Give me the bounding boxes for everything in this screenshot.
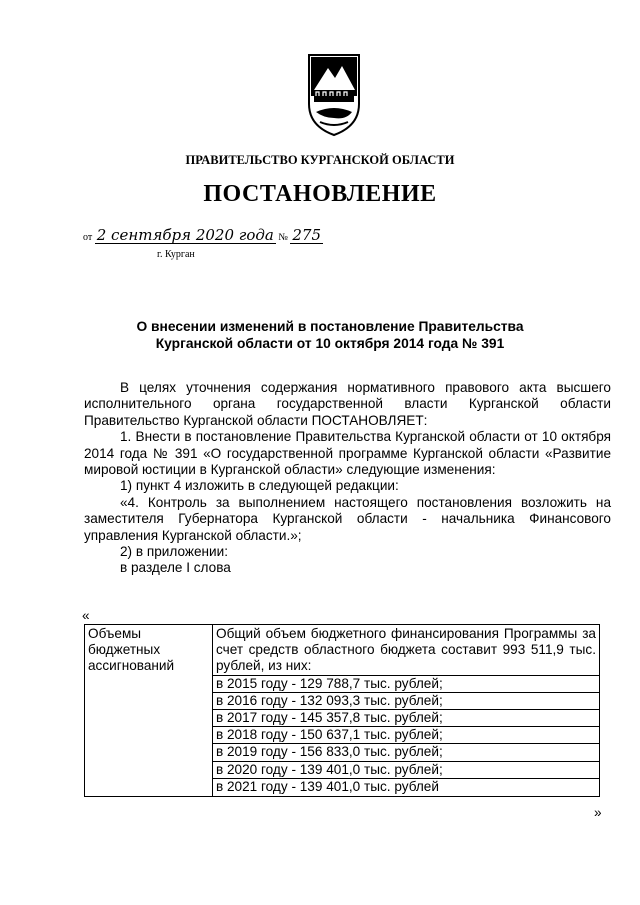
document-title	[60, 318, 600, 352]
paragraph-section-1: в разделе I слова	[120, 560, 231, 576]
budget-year-2017: в 2017 году - 145 357,8 тыс. рублей;	[213, 710, 599, 727]
table-value-cell	[213, 625, 600, 797]
table-label-cell: Объемы бюджетных ассигнований	[85, 625, 213, 797]
open-quote: «	[82, 608, 90, 623]
handwritten-date: 2 сентября 2020 года	[96, 226, 274, 244]
budget-year-2016: в 2016 году - 132 093,3 тыс. рублей;	[213, 693, 599, 710]
handwritten-number: 275	[292, 226, 322, 244]
title-line-2: Курганской области от 10 октября 2014 года № 391	[155, 336, 505, 351]
document-type: ПОСТАНОВЛЕНИЕ	[203, 181, 437, 207]
paragraph-subitem-2: 2) в приложении:	[120, 544, 228, 560]
city-label: г. Курган	[157, 249, 195, 260]
budget-intro: Общий объем бюджетного финансирования Программы за счет средств областного бюджета составит 993 511,9 тыс. рублей, из них:	[216, 626, 596, 674]
from-label: от	[83, 232, 93, 243]
budget-year-2015: в 2015 году - 129 788,7 тыс. рублей;	[213, 676, 599, 693]
paragraph-item-1: 1. Внести в постановление Правительства Курганской области от 10 октября 2014 года № 391 «О государственной программе Курганской области «Развитие мировой юстиции в Курганской области» следующие изменения:	[84, 429, 611, 478]
coat-of-arms-emblem	[306, 52, 362, 138]
close-quote: »	[594, 805, 602, 820]
budget-year-2021: в 2021 году - 139 401,0 тыс. рублей	[216, 778, 439, 794]
table-row	[85, 625, 600, 797]
budget-year-2020: в 2020 году - 139 401,0 тыс. рублей;	[213, 762, 599, 779]
title-line-1: О внесении изменений в постановление Правительства	[136, 319, 524, 334]
paragraph-subitem-1: 1) пункт 4 изложить в следующей редакции:	[120, 478, 399, 494]
organization-name: ПРАВИТЕЛЬСТВО КУРГАНСКОЙ ОБЛАСТИ	[185, 153, 455, 167]
paragraph-preamble: В целях уточнения содержания нормативного правового акта высшего исполнительного органа государственной власти Курганской области Правительство Курганской области ПОСТАНОВЛЯЕТ:	[84, 380, 611, 428]
document-number-line	[83, 227, 323, 244]
budget-year-2018: в 2018 году - 150 637,1 тыс. рублей;	[213, 727, 599, 744]
paragraph-quoted-point-4: «4. Контроль за выполнением настоящего постановления возложить на заместителя Губернатора Курганской области - начальника Финансового управления Курганской области.»;	[84, 494, 611, 543]
number-label: №	[278, 232, 288, 243]
document-body	[84, 380, 611, 577]
budget-year-2019: в 2019 году - 156 833,0 тыс. рублей;	[213, 744, 599, 761]
budget-table	[84, 624, 600, 797]
